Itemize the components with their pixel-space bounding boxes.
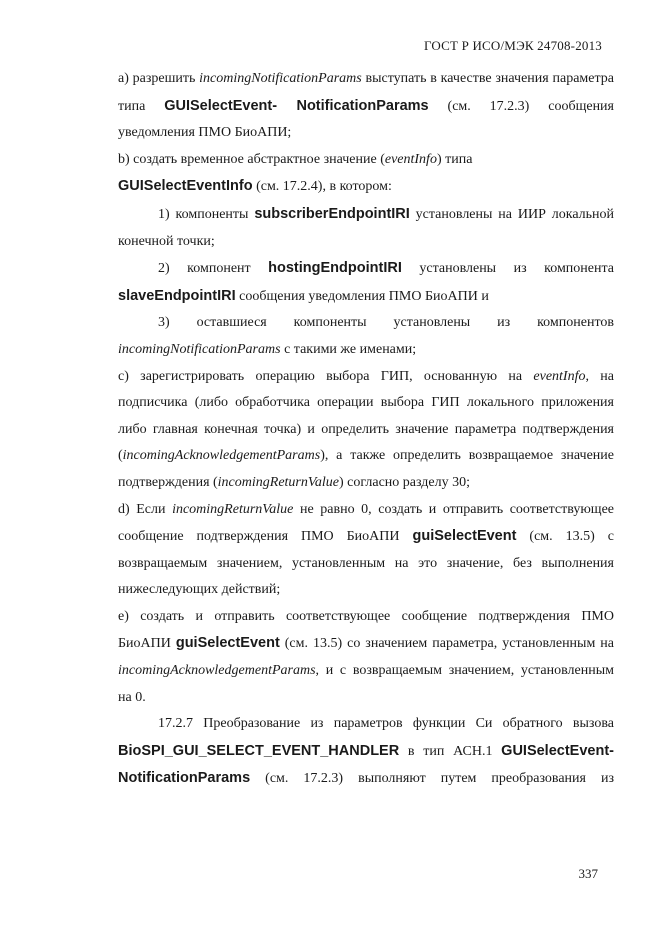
document-body (78, 66, 614, 793)
list-item-b-3: 3) оставшиеся компоненты установлены из компонентов incomingNotificationParams с такими же именами; (118, 315, 614, 357)
list-item-d: d) Если incomingReturnValue не равно 0, создать и отправить соответствующее сообщение подтверждения ПМО БиоАПИ guiSelectEvent (см. 13.5) с возвращаемым значением, установленным на это значение, без выполнения нижеследующих действий; (118, 501, 614, 598)
list-item-b-2: 2) компонент hostingEndpointIRI установлены из компонента slaveEndpointIRI сообщения уведомления ПМО БиоАПИ и (118, 260, 614, 304)
list-item-b: b) создать временное абстрактное значение (eventInfo) типа GUISelectEventInfo (см. 17.2.4), в котором: (118, 151, 473, 195)
document-standard-header: ГОСТ Р ИСО/МЭК 24708-2013 (423, 38, 602, 53)
section-17-2-7: 17.2.7 Преобразование из параметров функции Си обратного вызова BioSPI_GUI_SELECT_EVENT_HANDLER в тип АСН.1 GUISelectEvent- NotificationParams (см. 17.2.3) выполняют путем преобразования из (118, 716, 614, 787)
list-item-b-1: 1) компоненты subscriberEndpointIRI установлены на ИИР локальной конечной точки; (118, 205, 615, 249)
list-item-a: a) разрешить incomingNotificationParams выступать в качестве значения параметра типа GUISelectEvent- NotificationParams (см. 17.2.3) сообщения уведомления ПМО БиоАПИ; (118, 71, 614, 141)
page-number: 337 (578, 866, 598, 881)
list-item-e: e) создать и отправить соответствующее сообщение подтверждения ПМО БиоАПИ guiSelectEvent (см. 13.5) со значением параметра, установленным на incomingAcknowledgementParams, и с возвращаемым значением, установленным на 0. (118, 608, 614, 705)
list-item-c: c) зарегистрировать операцию выбора ГИП, основанную на eventInfo, на подписчика (либо обработчика операции выбора ГИП локального приложения либо главная конечная точка) и определить значение параметра подтверждения (incomingAcknowledgementParams), а также определить возвращаемое значение подтверждения (incomingReturnValue) согласно разделу 30; (118, 368, 614, 490)
